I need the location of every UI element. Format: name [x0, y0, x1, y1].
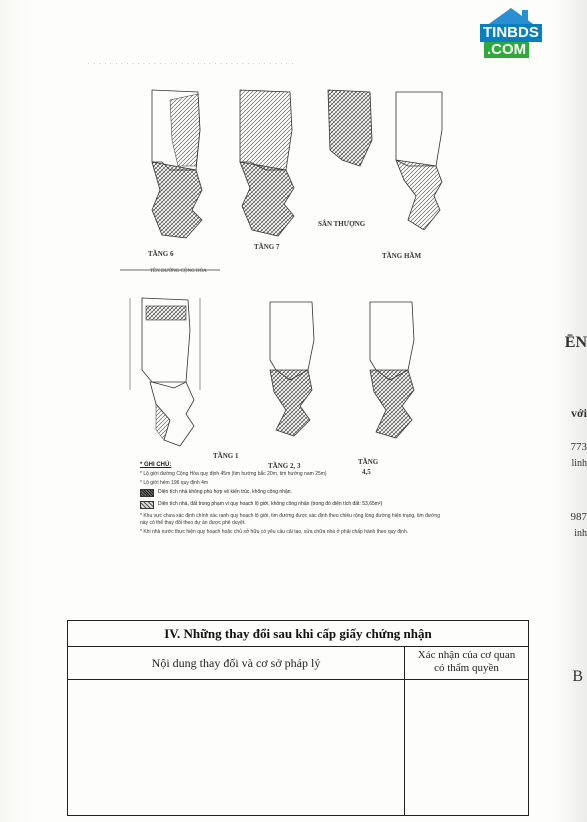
label-tang-1: TẦNG 1 [213, 452, 239, 460]
plan-tang-4-5 [370, 302, 414, 438]
floor-plans-drawing [90, 70, 490, 630]
table-body-row [68, 680, 528, 816]
label-tang-4-5-a: TẦNG [358, 458, 379, 466]
note-extra: * Khu vực chưa xác định chính xác ranh quy hoạch lộ giới, tim đường được xác định theo chiều rộng lòng đường hiện trạng, tim đường này có thể thay đổi theo dự án được phê duyệt. [140, 513, 440, 526]
plan-tang-2-3 [270, 302, 314, 436]
faint-header-text: . . . . . . . . . . . . . . . . . . . . . . . . . . . . . . . . . . . . . . [88, 58, 295, 66]
label-tang-6: TẦNG 6 [148, 250, 174, 258]
plan-tang-6 [152, 90, 202, 238]
edge-text-987: 987 [570, 511, 587, 523]
label-tang-7: TẦNG 7 [254, 243, 280, 251]
legend-swatch-light [140, 501, 154, 509]
plan-tang-7 [240, 90, 294, 236]
label-tang-4-5-b: 4,5 [362, 468, 371, 476]
legend-row-2 [140, 501, 440, 509]
notes-block [140, 462, 440, 538]
table-header-confirmation [405, 647, 528, 679]
edge-text-b: B [572, 668, 583, 685]
plan-tang-ham [396, 92, 442, 230]
changes-table [67, 620, 529, 816]
logo-text-com: .COM [484, 42, 529, 58]
plan-san-thuong [328, 90, 372, 166]
note-item: * Lộ giới hẻm 196 quy định 4m [140, 480, 209, 486]
confirmation-line-2: có thẩm quyền [434, 662, 499, 674]
confirmation-line-1: Xác nhận của cơ quan [417, 649, 516, 661]
edge-text-en: ĒN [564, 334, 587, 351]
plan-tang-1 [120, 270, 220, 446]
legend-text-1: Diện tích nhà không phù hợp về kiến trúc, không công nhận. [158, 489, 292, 495]
legend-row-1 [140, 489, 440, 497]
table-header-content: Nội dung thay đổi và cơ sở pháp lý [68, 647, 405, 679]
edge-text-voi: với [571, 406, 587, 420]
legend-text-2: Diện tích nhà, đất trong phạm vi quy hoạch lộ giới, không công nhận (trong đó diện tích đất: 53,65m²) [158, 501, 383, 507]
edge-text-773: 773 [570, 441, 587, 453]
label-road-name: TÊN ĐƯỜNG CỘNG HÒA [150, 269, 207, 274]
label-san-thuong: SÂN THƯỢNG [318, 220, 366, 228]
label-tang-2-3: TẦNG 2, 3 [268, 462, 301, 470]
table-title: IV. Những thay đổi sau khi cấp giấy chứng nhận [68, 621, 528, 647]
label-tang-ham: TẦNG HẦM [382, 252, 422, 260]
table-header-row [68, 647, 528, 680]
table-cell-content [68, 680, 405, 816]
edge-text-inh: inh [574, 528, 587, 539]
legend-swatch-dark [140, 489, 154, 497]
notes-title: * GHI CHÚ: [140, 462, 172, 468]
note-item: * Lộ giới đường Cộng Hòa quy định 45m (tim hướng bắc 20m, tim hướng nam 25m) [140, 471, 327, 477]
note-extra: * Khi nhà nước thực hiện quy hoạch hoặc chủ sở hữu có yêu cầu cải tạo, sửa chữa nhà ở phải chấp hành theo quy định. [140, 529, 409, 535]
edge-text-linh: linh [571, 458, 587, 469]
logo-text-tinbds: TINBDS [480, 24, 542, 42]
